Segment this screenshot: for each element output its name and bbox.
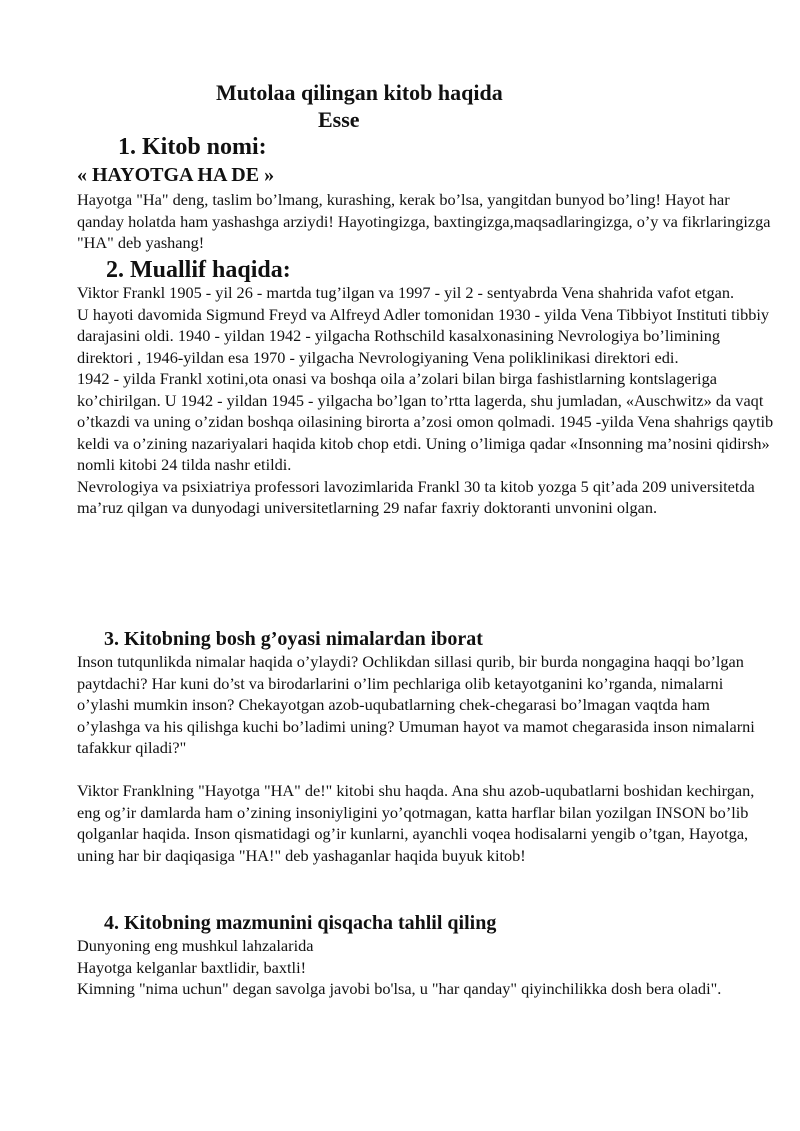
section-1-body <box>77 189 777 254</box>
doc-subtitle: Esse <box>318 107 360 132</box>
paragraph: Hayotga "Ha" deng, taslim bo’lmang, kurashing, kerak bo’lsa, yangitdan bunyod bo’ling! Hayot har qanday holatda ham yashashga arziydi! Hayotingizga, baxtingizga,maqsadlaringizga, o’y va fikrlaringizga "HA" deb yashang! <box>77 190 771 252</box>
section-3-heading: 3. Kitobning bosh g’oyasi nimalardan iborat <box>104 628 483 650</box>
section-2-body <box>77 282 777 519</box>
section-4-body <box>77 935 777 1000</box>
paragraph: Viktor Franklning "Hayotga "HA" de!" kitobi shu haqda. Ana shu azob-uqubatlarni boshidan kechirgan, eng og’ir damlarda ham o’zining insoniyligini yo’qotmagan, katta harflar bilan yozilgan INSON bo’lib qolganlar haqida. Inson qismatidagi og’ir kunlarni, ayanchli voqea hodisalarni yengib o’tgan, Hayotga, uning har bir daqiqasiga "HA!" deb yashaganlar haqida buyuk kitob! <box>77 781 755 865</box>
section-3-body <box>77 651 777 866</box>
paragraph: Viktor Frankl 1905 - yil 26 - martda tug’ilgan va 1997 - yil 2 - sentyabrda Vena shahrida vafot etgan. <box>77 283 735 302</box>
section-4-heading: 4. Kitobning mazmunini qisqacha tahlil qiling <box>104 912 497 934</box>
paragraph: U hayoti davomida Sigmund Freyd va Alfreyd Adler tomonidan 1930 - yilda Vena Tibbiyot Instituti tibbiy darajasini oldi. 1940 - yildan 1942 - yilgacha Rothschild kasalxonasining Nevrologiya bo’limining direktori , 1946-yildan esa 1970 - yilgacha Nevrologiyaning Vena poliklinikasi direktori edi. <box>77 304 770 367</box>
section-1-heading: 1. Kitob nomi: <box>118 134 267 160</box>
section-2-heading: 2. Muallif haqida: <box>106 257 291 283</box>
paragraph: Nevrologiya va psixiatriya professori lavozimlarida Frankl 30 ta kitob yozga 5 qit’ada 209 universitetda ma’ruz qilgan va dunyodagi universitetlarning 29 nafar faxriy doktoranti unvonini olgan. <box>77 476 755 517</box>
paragraph: Dunyoning eng mushkul lahzalarida <box>77 936 314 955</box>
paragraph: 1942 - yilda Frankl xotini,ota onasi va boshqa oila a’zolari bilan birga fashistlarning kontslageriga ko’chirilgan. U 1942 - yildan 1945 - yilgacha bo’lgan to’rtta lagerda, shu jumladan, «Auschwitz» da vaqt o’tkazdi va uning o’zidan boshqa oilasining birorta a’zosi omon qolmadi. 1945 -yilda Vena shahrigs qaytib keldi va o’zining nazariyalari haqida kitob chop etdi. Uning o’limiga qadar «Insonning ma’nosini qidirsh» nomli kitobi 24 tilda nashr etildi. <box>77 369 774 474</box>
doc-title: Mutolaa qilingan kitob haqida <box>216 80 503 105</box>
paragraph: Hayotga kelganlar baxtlidir, baxtli! <box>77 957 307 977</box>
book-title: « HAYOTGA HA DE » <box>77 164 275 186</box>
paragraph: Kimning "nima uchun" degan savolga javobi bo'lsa, u "har qanday" qiyinchilikka dosh bera oladi". <box>77 979 722 998</box>
paragraph: Inson tutqunlikda nimalar haqida o’ylaydi? Ochlikdan sillasi qurib, bir burda nongagina haqqi bo’lgan paytdachi? Har kuni do’st va birodarlarini o’lim pechlariga olib ketayotganini ko’rganda, nimalarni o’ylashi mumkin inson? Chekayotgan azob-uqubatlarning chek-chegarasi bo’lmagan vaqtda ham o’ylashga va his qilishga kuchi bo’ladimi uning? Umuman hayot va mamot chegarasida inson nimalarni tafakkur qiladi?" <box>77 652 755 757</box>
